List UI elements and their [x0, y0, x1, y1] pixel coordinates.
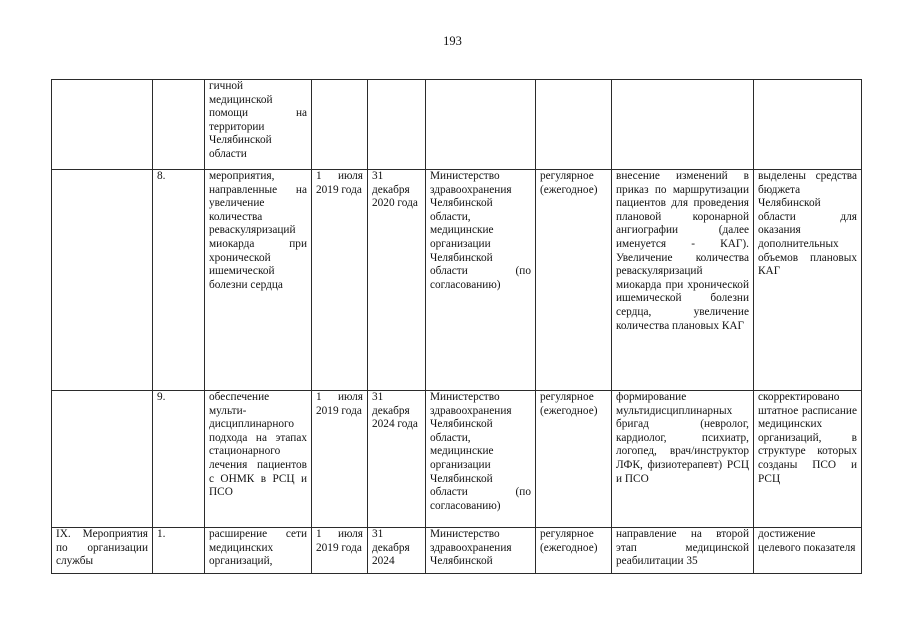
section-cell: [52, 391, 153, 528]
end-date-cell: 31 декабря 2024 года: [368, 391, 426, 528]
start-date-cell: 1 июля 2019 года: [312, 528, 368, 574]
number-cell: 1.: [153, 528, 205, 574]
section-cell: [52, 80, 153, 170]
start-date-cell: 1 июля 2019 года: [312, 391, 368, 528]
activity-cell: гичной медицинской помощи на территории Челябинской области: [205, 80, 312, 170]
number-cell: 8.: [153, 170, 205, 391]
start-date-cell: [312, 80, 368, 170]
responsible-cell: [426, 80, 536, 170]
end-date-cell: 31 декабря 2020 года: [368, 170, 426, 391]
table-row: [52, 80, 862, 170]
indicator-cell: выделены средства бюджета Челябинской области для оказания дополнительных объемов плановых КАГ: [754, 170, 862, 391]
result-cell: [612, 80, 754, 170]
indicator-cell: скорректировано штатное расписание медицинских организаций, в структуре которых созданы ПСО и РСЦ: [754, 391, 862, 528]
measures-table: [51, 79, 862, 574]
number-cell: 9.: [153, 391, 205, 528]
type-cell: регулярное (ежегодное): [536, 391, 612, 528]
type-cell: регулярное (ежегодное): [536, 528, 612, 574]
end-date-cell: 31 декабря 2024: [368, 528, 426, 574]
result-cell: направление на второй этап медицинской реабилитации 35: [612, 528, 754, 574]
section-cell: [52, 170, 153, 391]
responsible-cell: Министерство здравоохранения Челябинской: [426, 528, 536, 574]
type-cell: регулярное (ежегодное): [536, 170, 612, 391]
table-row: [52, 391, 862, 528]
result-cell: формирование мультидисциплинарных бригад (невролог, кардиолог, психиатр, логопед, врач/инструктор ЛФК, физиотерапевт) РСЦ и ПСО: [612, 391, 754, 528]
activity-cell: обеспечение мульти-дисциплинарного подхода на этапах стационарного лечения пациентов с ОНМК в РСЦ и ПСО: [205, 391, 312, 528]
indicator-cell: достижение целевого показателя: [754, 528, 862, 574]
table-row: [52, 528, 862, 574]
activity-cell: мероприятия, направленные на увеличение количества реваскуляризаций миокарда при хронической ишемической болезни сердца: [205, 170, 312, 391]
end-date-cell: [368, 80, 426, 170]
responsible-cell: Министерство здравоохранения Челябинской области, медицинские организации Челябинской области (по согласованию): [426, 391, 536, 528]
type-cell: [536, 80, 612, 170]
section-cell: IX. Мероприятия по организации службы: [52, 528, 153, 574]
page-number: 193: [443, 34, 462, 48]
indicator-cell: [754, 80, 862, 170]
responsible-cell: Министерство здравоохранения Челябинской области, медицинские организации Челябинской области (по согласованию): [426, 170, 536, 391]
table-row: [52, 170, 862, 391]
result-cell: внесение изменений в приказ по маршрутизации пациентов для проведения плановой коронарной ангиографии (далее именуется - КАГ). Увеличение количества реваскуляризаций миокарда при хронической ишемической болезни сердца, увеличение количества плановых КАГ: [612, 170, 754, 391]
start-date-cell: 1 июля 2019 года: [312, 170, 368, 391]
number-cell: [153, 80, 205, 170]
activity-cell: расширение сети медицинских организаций,: [205, 528, 312, 574]
